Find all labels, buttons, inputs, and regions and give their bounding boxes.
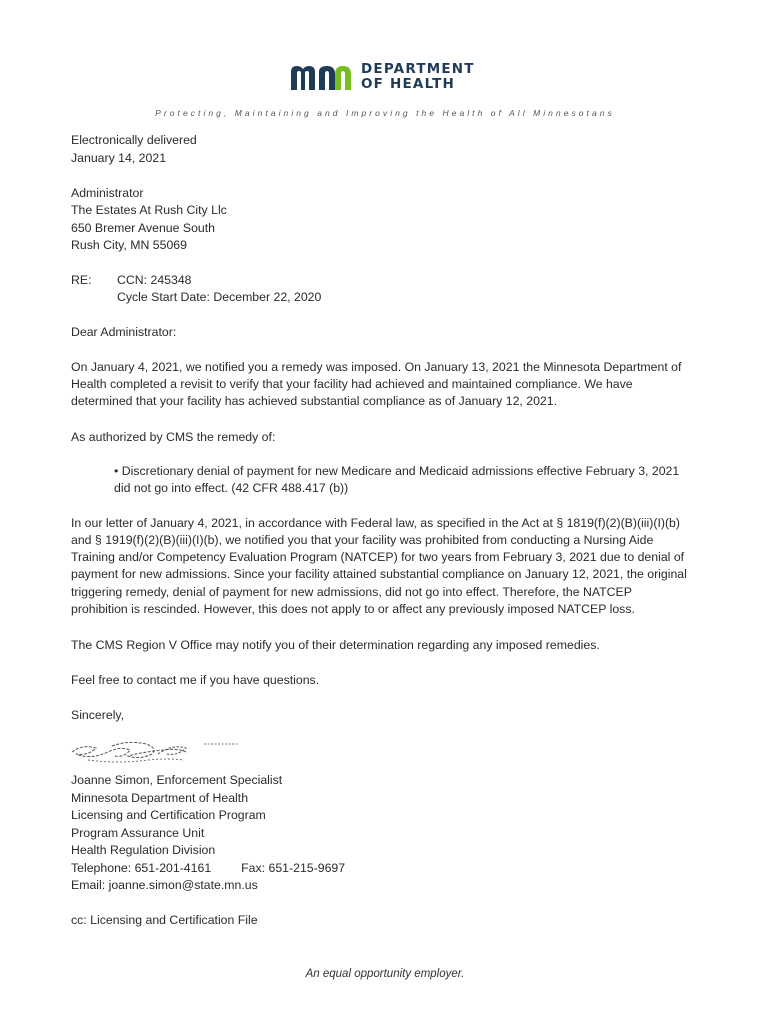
paragraph-cms-region: The CMS Region V Office may notify you of their determination regarding any imposed remedies. — [71, 638, 600, 652]
paragraph-natcep — [71, 515, 701, 619]
paragraph-line: payment for new admissions. Since your facility attained substantial compliance on January 12, 2021, the original — [71, 567, 687, 582]
re-cycle-date: Cycle Start Date: December 22, 2020 — [117, 289, 322, 304]
signer-department: Minnesota Department of Health — [71, 790, 249, 805]
closing: Sincerely, — [71, 707, 125, 722]
signer-unit: Program Assurance Unit — [71, 825, 205, 840]
re-ccn: CCN: 245348 — [117, 272, 192, 287]
recipient-name: The Estates At Rush City Llc — [71, 203, 227, 217]
logo-wordmark — [361, 62, 475, 92]
paragraph-line: Training and/or Competency Evaluation Program (NATCEP) for two years from February 3, 2021 due to denial of — [71, 550, 685, 565]
remedy-bullet — [114, 463, 679, 498]
delivery-method: Electronically delivered — [71, 133, 197, 147]
cc-line: cc: Licensing and Certification File — [71, 913, 258, 927]
paragraph-line: triggering remedy, denial of payment for new admissions, did not go into effect. Therefore, the NATCEP — [71, 584, 632, 599]
mdh-logo — [289, 62, 475, 92]
paragraph-authorized: As authorized by CMS the remedy of: — [71, 429, 276, 444]
signer-program: Licensing and Certification Program — [71, 808, 266, 822]
bullet-line: did not go into effect. (42 CFR 488.417 (b)) — [114, 480, 349, 495]
logo-line-of-health: OF HEALTH — [361, 76, 456, 92]
logo-line-department: DEPARTMENT — [361, 61, 475, 77]
signer-division: Health Regulation Division — [71, 843, 216, 857]
paragraph-line: Health completed a revisit to verify that your facility had achieved and maintained compliance. We have — [71, 376, 633, 391]
footer-equal-opportunity: An equal opportunity employer. — [305, 968, 465, 980]
signer-email: Email: joanne.simon@state.mn.us — [71, 878, 258, 892]
paragraph-line: On January 4, 2021, we notified you a remedy was imposed. On January 13, 2021 the Minnesota Department of — [71, 359, 682, 374]
recipient-title: Administrator — [71, 185, 144, 200]
signer-fax: Fax: 651-215-9697 — [241, 860, 346, 875]
bullet-line: • Discretionary denial of payment for new Medicare and Medicaid admissions effective February 3, 2021 — [114, 463, 680, 478]
salutation: Dear Administrator: — [71, 324, 177, 339]
handwritten-signature — [68, 738, 243, 770]
mn-logo-icon — [289, 62, 353, 92]
re-details — [117, 272, 321, 307]
signer-phone-fax — [71, 860, 345, 877]
paragraph-contact: Feel free to contact me if you have questions. — [71, 673, 320, 687]
signer-name-title: Joanne Simon, Enforcement Specialist — [71, 773, 283, 787]
tagline: Protecting, Maintaining and Improving the Health of All Minnesotans — [155, 108, 615, 118]
signer-telephone: Telephone: 651-201-4161 — [71, 860, 212, 875]
paragraph-line: prohibition is rescinded. However, this does not apply to or affect any previously imposed NATCEP loss. — [71, 601, 635, 616]
re-label: RE: — [71, 272, 92, 287]
letter-date: January 14, 2021 — [71, 150, 167, 165]
paragraph-line: determined that your facility has achieved substantial compliance as of January 12, 2021. — [71, 394, 558, 409]
recipient-city: Rush City, MN 55069 — [71, 238, 187, 252]
paragraph-line: In our letter of January 4, 2021, in accordance with Federal law, as specified in the Act at § 1819(f)(2)(B)(iii)(I)(b) — [71, 515, 680, 530]
paragraph-remedy-notice — [71, 359, 701, 411]
recipient-street: 650 Bremer Avenue South — [71, 220, 216, 235]
paragraph-line: and § 1919(f)(2)(B)(iii)(I)(b), we notified you that your facility was prohibited from conducting a Nursing Aide — [71, 532, 654, 547]
